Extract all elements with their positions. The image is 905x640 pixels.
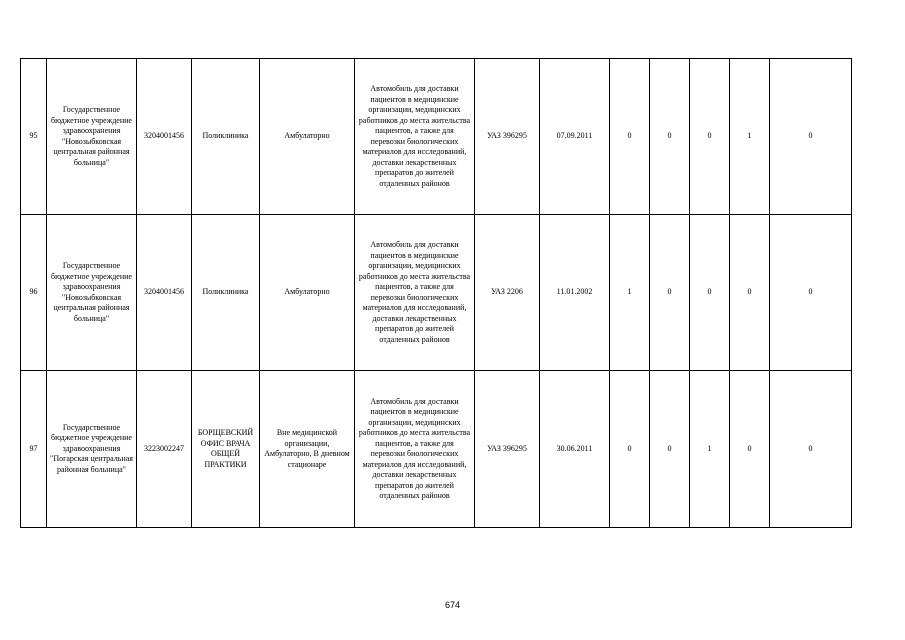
count-cell-3: 0 bbox=[690, 215, 730, 371]
row-number: 97 bbox=[21, 371, 47, 528]
vehicle-purpose: Автомобиль для доставки пациентов в медицинские организации, медицинских работников до места жительства пациентов, а также для перевозки биологических материалов для исследований, доставки лекарственных препаратов до жителей отдаленных районов bbox=[355, 215, 475, 371]
vehicle-model: УАЗ 396295 bbox=[475, 59, 540, 215]
registration-date: 11.01.2002 bbox=[540, 215, 610, 371]
count-cell-5: 0 bbox=[770, 59, 852, 215]
vehicle-purpose: Автомобиль для доставки пациентов в медицинские организации, медицинских работников до места жительства пациентов, а также для перевозки биологических материалов для исследований, доставки лекарственных препаратов до жителей отдаленных районов bbox=[355, 59, 475, 215]
inn-code: 3223002247 bbox=[137, 371, 192, 528]
registration-date: 07.09.2011 bbox=[540, 59, 610, 215]
count-cell-4: 0 bbox=[730, 371, 770, 528]
registration-date: 30.06.2011 bbox=[540, 371, 610, 528]
table-row bbox=[21, 371, 852, 528]
count-cell-2: 0 bbox=[650, 215, 690, 371]
row-number: 96 bbox=[21, 215, 47, 371]
count-cell-1: 0 bbox=[610, 59, 650, 215]
vehicle-purpose: Автомобиль для доставки пациентов в медицинские организации, медицинских работников до места жительства пациентов, а также для перевозки биологических материалов для исследований, доставки лекарственных препаратов до жителей отдаленных районов bbox=[355, 371, 475, 528]
count-cell-1: 1 bbox=[610, 215, 650, 371]
count-cell-1: 0 bbox=[610, 371, 650, 528]
organization-name: Государственное бюджетное учреждение здравоохранения "Новозыбковская центральная районная больница" bbox=[47, 215, 137, 371]
vehicle-model: УАЗ 396295 bbox=[475, 371, 540, 528]
table-row bbox=[21, 59, 852, 215]
care-conditions: Вне медицинской организации, Амбулаторно, В дневном стационаре bbox=[260, 371, 355, 528]
count-cell-5: 0 bbox=[770, 215, 852, 371]
structural-unit: Поликлиника bbox=[192, 59, 260, 215]
count-cell-4: 1 bbox=[730, 59, 770, 215]
organization-name: Государственное бюджетное учреждение здравоохранения "Новозыбковская центральная районная больница" bbox=[47, 59, 137, 215]
care-conditions: Амбулаторно bbox=[260, 59, 355, 215]
row-number: 95 bbox=[21, 59, 47, 215]
count-cell-4: 0 bbox=[730, 215, 770, 371]
count-cell-2: 0 bbox=[650, 371, 690, 528]
count-cell-2: 0 bbox=[650, 59, 690, 215]
vehicle-registry-table bbox=[20, 58, 852, 528]
inn-code: 3204001456 bbox=[137, 215, 192, 371]
organization-name: Государственное бюджетное учреждение здравоохранения "Погарская центральная районная больница" bbox=[47, 371, 137, 528]
inn-code: 3204001456 bbox=[137, 59, 192, 215]
count-cell-3: 0 bbox=[690, 59, 730, 215]
page-number: 674 bbox=[444, 600, 461, 610]
table-row bbox=[21, 215, 852, 371]
count-cell-3: 1 bbox=[690, 371, 730, 528]
structural-unit: БОРЩЕВСКИЙ ОФИС ВРАЧА ОБЩЕЙ ПРАКТИКИ bbox=[192, 371, 260, 528]
structural-unit: Поликлиника bbox=[192, 215, 260, 371]
vehicle-model: УАЗ 2206 bbox=[475, 215, 540, 371]
care-conditions: Амбулаторно bbox=[260, 215, 355, 371]
count-cell-5: 0 bbox=[770, 371, 852, 528]
